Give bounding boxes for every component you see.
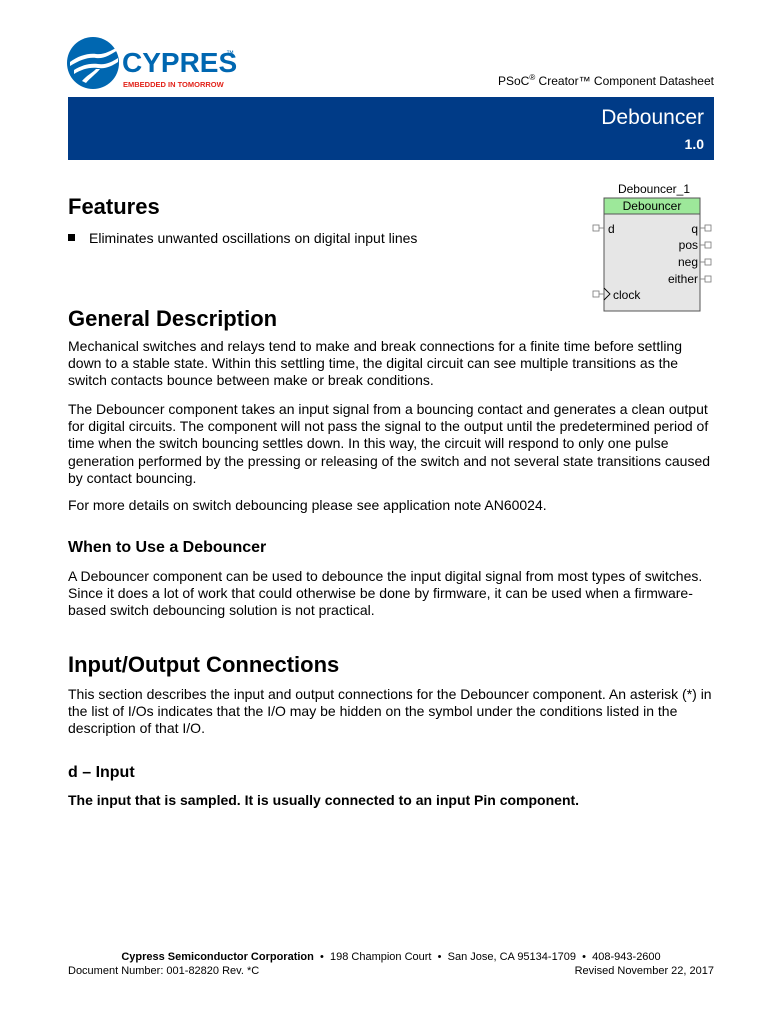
pin-d-label: d [608, 222, 615, 236]
component-symbol [592, 180, 716, 312]
document-number: Document Number: 001-82820 Rev. *C [68, 965, 260, 977]
io-connections-paragraph: This section describes the input and output connections for the Debouncer component. An asterisk (*) in the list of I/Os indicates that the I/O may be hidden on the symbol under the conditions listed in the description of that I/O. [68, 686, 712, 737]
svg-text:™: ™ [226, 49, 234, 58]
pin-clock-terminal [593, 291, 599, 297]
features-heading: Features [68, 194, 160, 219]
d-input-paragraph: The input that is sampled. It is usually connected to an input Pin component. [68, 792, 580, 808]
document-type: PSoC® Creator™ Component Datasheet [497, 73, 714, 88]
cypress-logo [66, 36, 238, 96]
io-connections-heading: Input/Output Connections [68, 652, 340, 677]
pin-either-terminal [705, 276, 711, 282]
feature-item: Eliminates unwanted oscillations on digital input lines [68, 230, 417, 246]
footer-doc-info [68, 965, 714, 977]
pin-either-label: either [667, 272, 698, 286]
svg-text:EMBEDDED IN TOMORROW: EMBEDDED IN TOMORROW [123, 80, 224, 89]
pin-neg-terminal [705, 259, 711, 265]
component-version: 1.0 [684, 136, 704, 152]
pin-neg-label: neg [677, 255, 698, 269]
general-paragraph-1: Mechanical switches and relays tend to make and break connections for a finite time before settling down to a stable state. Within this settling time, the digital circuit can see multiple transitions as the switch contacts bounce between make or break conditions. [68, 338, 682, 389]
pin-q-label: q [691, 222, 698, 236]
pin-q-terminal [705, 225, 711, 231]
d-input-heading: d – Input [68, 764, 135, 781]
general-paragraph-3: For more details on switch debouncing please see application note AN60024. [68, 497, 547, 513]
bullet-icon [68, 234, 75, 241]
general-description-heading: General Description [68, 306, 278, 331]
when-to-use-heading: When to Use a Debouncer [68, 539, 267, 556]
pin-pos-label: pos [678, 238, 698, 252]
general-paragraph-2: The Debouncer component takes an input signal from a bouncing contact and generates a clean output for digital circuits. The component will not pass the signal to the output until the predetermined period of time when the switch bouncing settles down. In this way, the circuit will respond to only one pulse generation performed by the pressing or releasing of the switch and not several state transitions caused by contact bouncing. [68, 401, 711, 486]
footer-address: Cypress Semiconductor Corporation • 198 Champion Court • San Jose, CA 95134-1709 • 408-943-2600 [121, 951, 661, 963]
when-to-use-paragraph: A Debouncer component can be used to debounce the input digital signal from most types of switches. Since it does a lot of work that could otherwise be done by firmware, it can be used when a firmware-based switch debouncing solution is not practical. [68, 568, 703, 619]
pin-d-terminal [593, 225, 599, 231]
symbol-component-name: Debouncer [622, 199, 682, 213]
symbol-instance-name: Debouncer_1 [617, 182, 691, 196]
pin-pos-terminal [705, 242, 711, 248]
pin-clock-label: clock [613, 288, 641, 302]
title-banner [68, 97, 714, 160]
component-title: Debouncer [601, 106, 704, 129]
revision-date: Revised November 22, 2017 [574, 965, 714, 977]
svg-text:CYPRESS: CYPRES [122, 47, 238, 78]
